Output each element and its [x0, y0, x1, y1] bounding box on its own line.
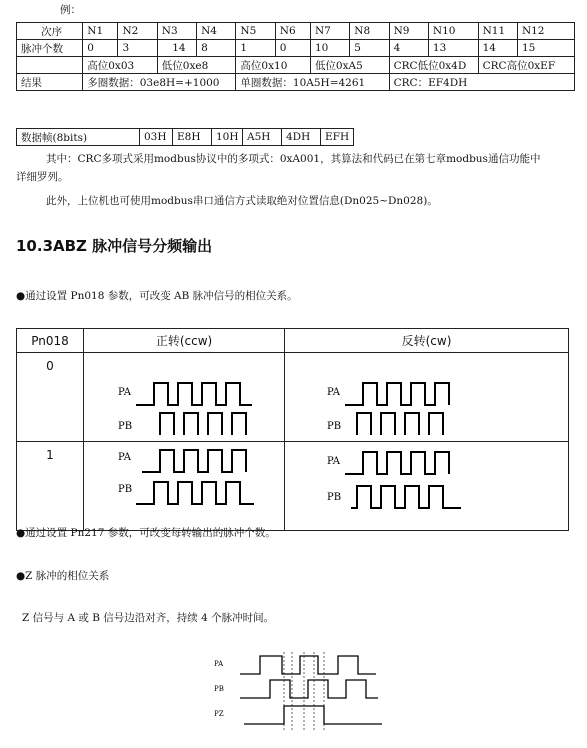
pb-waveform: [351, 413, 461, 435]
table-cell: 次序: [17, 23, 83, 40]
header-pn018: Pn018: [17, 329, 84, 353]
section-heading: 10.3ABZ 脉冲信号分频输出: [16, 237, 213, 255]
table-cell: 单圈数据：10A5H=4261: [236, 74, 389, 91]
data-frame-table: [16, 128, 354, 146]
wave-cell-cw-0: [285, 353, 569, 442]
pa-waveform: [345, 452, 449, 474]
bullet-pn018: ●通过设置 Pn018 参数，可改变 AB 脉冲信号的相位关系。: [16, 290, 298, 302]
table-cell: N5: [236, 23, 275, 40]
table-cell: 结果: [17, 74, 83, 91]
signal-label-pb: PB: [118, 484, 133, 495]
table-cell: N3: [157, 23, 196, 40]
table-cell: 高位0x03: [83, 57, 158, 74]
table-cell: 0: [83, 40, 118, 57]
signal-label-pa: PA: [118, 452, 132, 463]
signal-label-pa: PA: [118, 387, 132, 398]
signal-label-pb: PB: [214, 685, 224, 693]
table-cell: 数据帧(8bits): [17, 129, 140, 146]
upper-note: 此外，上位机也可使用modbus串口通信方式读取绝对位置信息(Dn025~Dn028)。: [46, 195, 438, 207]
table-cell: N6: [275, 23, 310, 40]
wave-cell-cw-1: [285, 442, 569, 531]
crc-note-line1: 其中：CRC多项式采用modbus协议中的多项式：0xA001，其算法和代码已在第七章modbus通信功能中: [46, 153, 541, 165]
pa-waveform: [142, 450, 246, 472]
table-cell: CRC低位0x4D: [389, 57, 478, 74]
z-description: Z 信号与 A 或 B 信号边沿对齐，持续 4 个脉冲时间。: [22, 612, 275, 624]
table-cell: [17, 57, 83, 74]
table-cell: 4: [389, 40, 428, 57]
table-row: [17, 353, 569, 442]
pz-waveform: [244, 706, 382, 724]
table-cell: 4DH: [282, 129, 321, 146]
table-cell: N9: [389, 23, 428, 40]
table-cell: 8: [197, 40, 236, 57]
table-row: [17, 442, 569, 531]
frame-table: [16, 22, 575, 91]
table-cell: E8H: [173, 129, 212, 146]
table-cell: 多圈数据：03e8H=+1000: [83, 74, 236, 91]
table-cell: 脉冲个数: [17, 40, 83, 57]
table-cell: 高位0x10: [236, 57, 311, 74]
table-cell: N2: [118, 23, 157, 40]
table-cell: 03H: [140, 129, 173, 146]
signal-label-pa: PA: [327, 456, 341, 467]
table-cell: 3: [118, 40, 157, 57]
signal-label-pa: PA: [214, 660, 224, 668]
pb-waveform: [136, 482, 254, 504]
signal-label-pa: PA: [327, 387, 341, 398]
waveform-diagram: [285, 353, 568, 435]
table-cell: N1: [83, 23, 118, 40]
example-label: 例：: [60, 4, 81, 16]
crc-note-line2: 详细罗列。: [16, 171, 69, 183]
table-cell: EFH: [321, 129, 354, 146]
z-pulse-diagram: [200, 648, 400, 740]
waveform-diagram: [285, 442, 568, 524]
table-row: [17, 23, 575, 40]
table-cell: CRC高位0xEF: [478, 57, 574, 74]
header-cw: 反转(cw): [285, 329, 569, 353]
table-cell: 低位0xA5: [310, 57, 389, 74]
pn018-value: 0: [17, 353, 84, 442]
waveform-diagram: [84, 442, 284, 524]
table-cell: 1: [236, 40, 275, 57]
table-cell: 0: [275, 40, 310, 57]
table-cell: N11: [478, 23, 517, 40]
pa-waveform: [240, 656, 376, 674]
signal-label-pb: PB: [327, 492, 342, 503]
waveform-diagram: [84, 353, 284, 435]
table-row: [17, 40, 575, 57]
wave-cell-ccw-0: [84, 353, 285, 442]
table-row: [17, 329, 569, 353]
signal-label-pb: PB: [118, 421, 133, 432]
waveform-table: [16, 328, 569, 531]
table-row: [17, 129, 354, 146]
table-cell: N8: [350, 23, 389, 40]
table-cell: 5: [350, 40, 389, 57]
table-cell: A5H: [243, 129, 282, 146]
pn018-value: 1: [17, 442, 84, 531]
table-cell: 14: [157, 40, 196, 57]
pa-waveform: [345, 383, 449, 405]
table-cell: N7: [310, 23, 349, 40]
table-cell: 10: [310, 40, 349, 57]
bullet-z-phase: ●Z 脉冲的相位关系: [16, 570, 110, 582]
signal-label-pz: PZ: [214, 710, 224, 718]
table-cell: 低位0xe8: [157, 57, 236, 74]
signal-label-pb: PB: [327, 421, 342, 432]
wave-cell-ccw-1: [84, 442, 285, 531]
pb-waveform: [142, 413, 246, 435]
bullet-pn217: ●通过设置 Pn217 参数，可改变每转输出的脉冲个数。: [16, 527, 276, 539]
table-cell: 14: [478, 40, 517, 57]
pb-waveform: [351, 486, 461, 508]
table-cell: N12: [517, 23, 574, 40]
table-cell: CRC：EF4DH: [389, 74, 574, 91]
table-cell: 13: [428, 40, 478, 57]
pb-waveform: [240, 680, 378, 698]
table-cell: N4: [197, 23, 236, 40]
table-row: [17, 74, 575, 91]
table-cell: 15: [517, 40, 574, 57]
table-row: [17, 57, 575, 74]
table-cell: N10: [428, 23, 478, 40]
header-ccw: 正转(ccw): [84, 329, 285, 353]
pa-waveform: [136, 383, 252, 405]
table-cell: 10H: [212, 129, 243, 146]
